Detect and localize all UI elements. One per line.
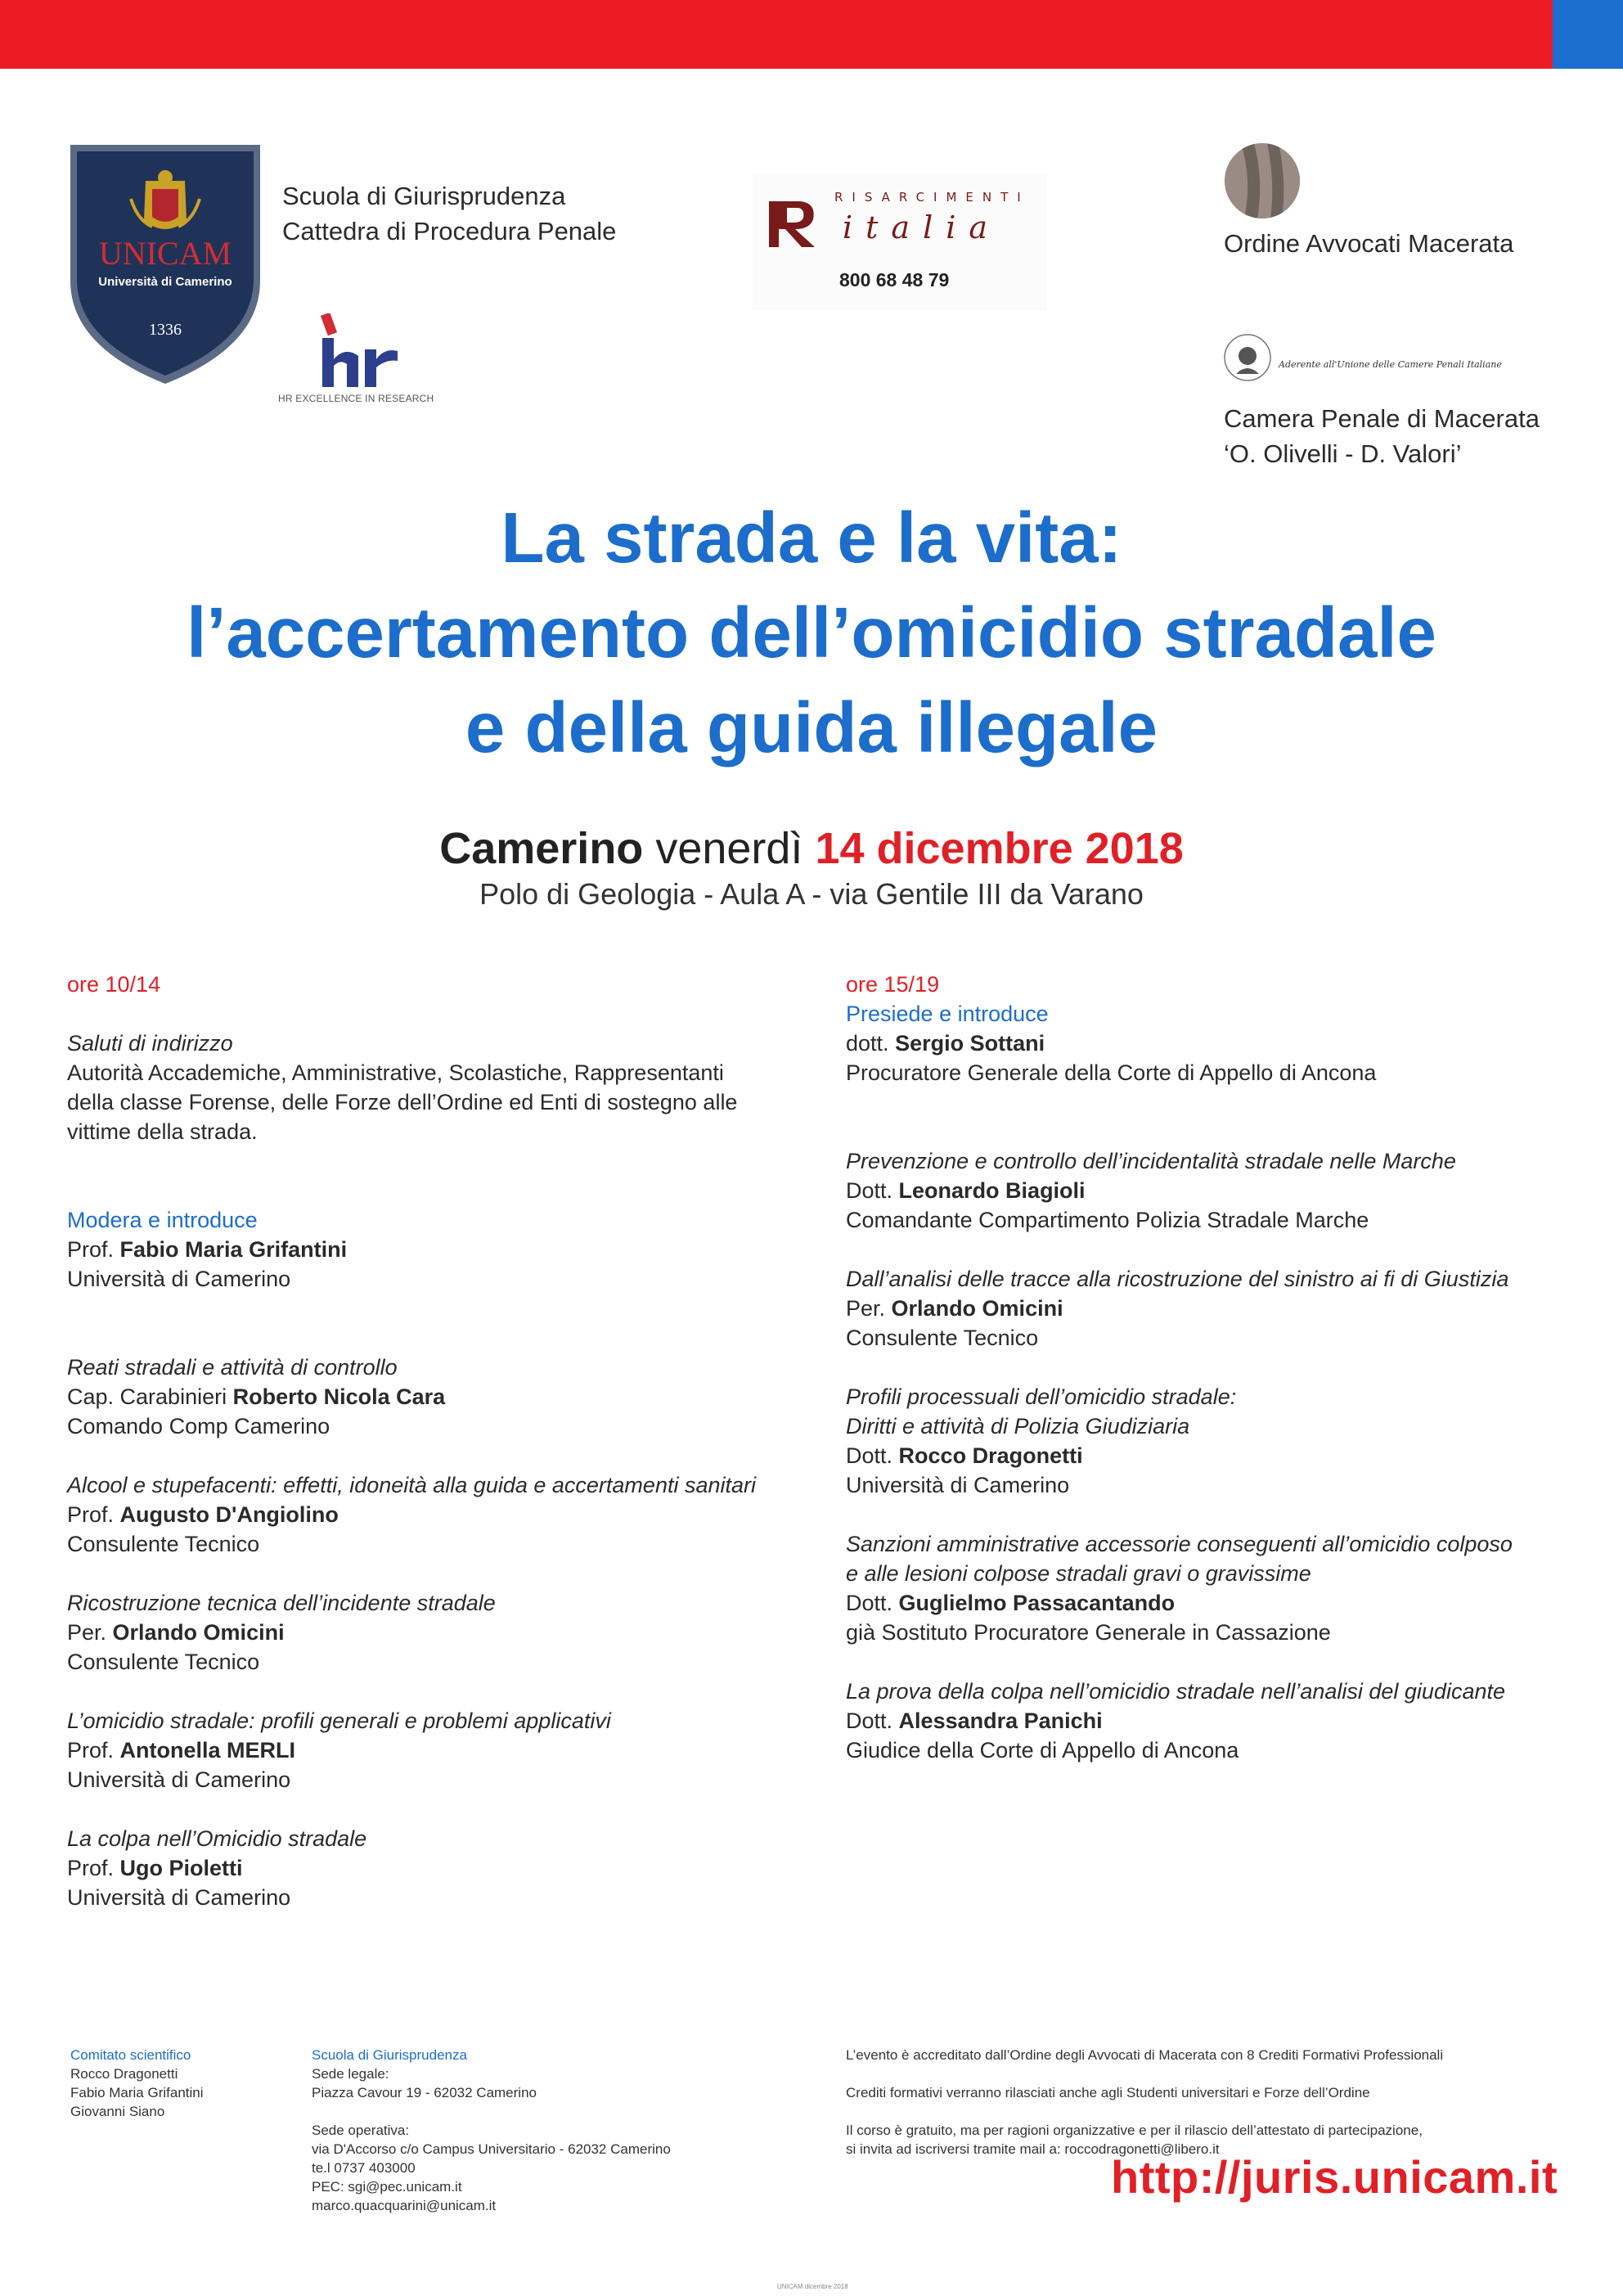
- risarcimenti-title: RISARCIMENTI: [834, 190, 1030, 205]
- talk-title: La colpa nell’Omicidio stradale: [67, 1826, 367, 1851]
- speaker-affiliation: Comandante Compartimento Polizia Stradale Marche: [846, 1208, 1369, 1232]
- committee-member: Giovanni Siano: [70, 2104, 165, 2119]
- speaker-title: dott.: [846, 1031, 889, 1056]
- registration-note: Il corso è gratuito, ma per ragioni organizzative e per il rilascio dell’attestato di partecipazione,: [846, 2123, 1423, 2138]
- event-title: [0, 491, 1623, 776]
- pec-email: PEC: sgi@pec.unicam.it: [312, 2179, 462, 2195]
- talk-title: La prova della colpa nell’omicidio stradale nell’analisi del giudicante: [846, 1679, 1505, 1704]
- speaker-title: Per.: [67, 1620, 107, 1645]
- event-city: Camerino: [439, 824, 644, 873]
- speaker-title: Dott.: [846, 1708, 893, 1733]
- unicam-year: 1336: [149, 321, 182, 339]
- talk-title: Dall’analisi delle tracce alla ricostruzione del sinistro ai fi di Giustizia: [846, 1267, 1509, 1291]
- school-name: Scuola di Giurisprudenza: [282, 182, 566, 210]
- chair-label: Presiede e introduce: [846, 1002, 1049, 1026]
- title-line-2: l’accertamento dell’omicidio stradale: [187, 593, 1436, 673]
- speaker-name: Roberto Nicola Cara: [232, 1384, 446, 1409]
- speaker-name: Fabio Maria Grifantini: [119, 1237, 348, 1262]
- event-date: 14 dicembre 2018: [815, 824, 1184, 873]
- speaker-line: [67, 1618, 803, 1647]
- speaker-name: Ugo Pioletti: [119, 1856, 243, 1880]
- speaker-name: Augusto D'Angiolino: [119, 1502, 339, 1527]
- talk-title: L’omicidio stradale: profili generali e problemi applicativi: [67, 1708, 611, 1733]
- legal-seat-label: Sede legale:: [312, 2066, 389, 2082]
- accreditation-notes: [846, 2046, 1582, 2159]
- speaker-affiliation: Università di Camerino: [67, 1885, 291, 1910]
- speaker-title: Dott.: [846, 1443, 893, 1468]
- speaker-name: Leonardo Biagioli: [898, 1178, 1086, 1203]
- speaker-line: [67, 1382, 803, 1411]
- event-venue: Polo di Geologia - Aula A - via Gentile III da Varano: [479, 877, 1144, 911]
- committee-member: Fabio Maria Grifantini: [70, 2085, 204, 2100]
- accreditation-note: L’evento è accreditato dall’Ordine degli Avvocati di Macerata con 8 Crediti Formativi Professionali: [846, 2047, 1444, 2063]
- speaker-title: Dott.: [846, 1178, 893, 1203]
- speaker-line: [67, 1853, 803, 1883]
- talk-title: Sanzioni amministrative accessorie conseguenti all’omicidio colposo: [846, 1532, 1513, 1556]
- speaker-name: Guglielmo Passacantando: [898, 1591, 1176, 1615]
- greetings-line: Autorità Accademiche, Amministrative, Scolastiche, Rappresentanti: [67, 1060, 724, 1085]
- unicam-shield-logo: [67, 142, 263, 387]
- talk-title: Profili processuali dell’omicidio stradale:: [846, 1384, 1237, 1409]
- morning-program: [67, 970, 803, 1912]
- speaker-line: [846, 1441, 1582, 1470]
- title-line-3: e della guida illegale: [465, 688, 1158, 768]
- credits-note: Crediti formativi verranno rilasciati anche agli Studenti universitari e Forze dell’Ordine: [846, 2085, 1370, 2100]
- speaker-affiliation: Procuratore Generale della Corte di Appello di Ancona: [846, 1060, 1377, 1085]
- moderator-label: Modera e introduce: [67, 1208, 258, 1232]
- talk-title: Diritti e attività di Polizia Giudiziaria: [846, 1414, 1190, 1438]
- speaker-title: Dott.: [846, 1591, 893, 1615]
- camera-penale-block: [1224, 401, 1540, 471]
- speaker-name: Orlando Omicini: [891, 1296, 1063, 1321]
- ordine-avvocati-label: Ordine Avvocati Macerata: [1224, 229, 1514, 258]
- website-link[interactable]: http://juris.unicam.it: [1111, 2151, 1558, 2203]
- speaker-title: Prof.: [67, 1237, 115, 1262]
- registration-note: si invita ad iscriversi tramite mail a: roccodragonetti@libero.it: [846, 2141, 1220, 2157]
- school-chair: Cattedra di Procedura Penale: [282, 217, 617, 245]
- afternoon-program: [846, 970, 1582, 1765]
- top-blue-bar: [1553, 0, 1623, 69]
- unicam-name: UNICAM: [98, 235, 232, 272]
- speaker-name: Sergio Sottani: [895, 1031, 1045, 1056]
- speaker-line: [846, 1294, 1582, 1323]
- speaker-affiliation: Consulente Tecnico: [67, 1650, 260, 1674]
- speaker-line: [67, 1500, 803, 1529]
- title-line-1: La strada e la vita:: [501, 498, 1122, 578]
- speaker-affiliation: Università di Camerino: [846, 1473, 1070, 1497]
- camera-penale-name: Camera Penale di Macerata: [1224, 404, 1540, 433]
- risarcimenti-phone: 800 68 48 79: [839, 269, 950, 290]
- school-contacts: [312, 2046, 737, 2215]
- camera-penale-badge-text: Aderente all'Unione delle Camere Penali Italiane: [1279, 359, 1502, 370]
- committee-member: Rocco Dragonetti: [70, 2066, 178, 2082]
- speaker-title: Cap. Carabinieri: [67, 1384, 227, 1409]
- camera-penale-dedication: ‘O. Olivelli - D. Valori’: [1224, 439, 1462, 468]
- speaker-name: Orlando Omicini: [112, 1620, 285, 1645]
- event-date-line: [0, 823, 1623, 874]
- unicam-subtitle: Università di Camerino: [98, 275, 232, 289]
- speaker-title: Prof.: [67, 1856, 115, 1880]
- legal-seat-address: Piazza Cavour 19 - 62032 Camerino: [312, 2085, 537, 2100]
- event-weekday: venerdì: [655, 824, 803, 873]
- talk-title: Reati stradali e attività di controllo: [67, 1355, 398, 1380]
- operative-seat-address: via D'Accorso c/o Campus Universitario - 62032 Camerino: [312, 2141, 671, 2157]
- greetings-line: della classe Forense, delle Forze dell’Ordine ed Enti di sostegno alle: [67, 1090, 738, 1114]
- speaker-line: [67, 1736, 803, 1765]
- speaker-line: [846, 1706, 1582, 1736]
- camera-penale-seal-icon: [1221, 331, 1274, 384]
- speaker-title: Prof.: [67, 1502, 115, 1527]
- print-line: UNICAM dicembre 2018: [777, 2283, 848, 2290]
- talk-title: Ricostruzione tecnica dell’incidente stradale: [67, 1591, 496, 1615]
- speaker-title: Per.: [846, 1296, 886, 1321]
- school-block: [282, 178, 616, 249]
- morning-session-time: ore 10/14: [67, 972, 161, 997]
- speaker-line: [846, 1029, 1582, 1058]
- speaker-affiliation: Consulente Tecnico: [67, 1532, 260, 1556]
- speaker-line: [67, 1235, 803, 1264]
- speaker-name: Alessandra Panichi: [898, 1708, 1103, 1733]
- operative-seat-label: Sede operativa:: [312, 2123, 410, 2138]
- talk-title: Alcool e stupefacenti: effetti, idoneità alla guida e accertamenti sanitari: [67, 1473, 756, 1497]
- risarcimenti-r-icon: [766, 196, 823, 254]
- afternoon-session-time: ore 15/19: [846, 972, 940, 997]
- speaker-affiliation: Università di Camerino: [67, 1767, 291, 1792]
- speaker-line: [846, 1176, 1582, 1205]
- ordine-avvocati-logo: [1225, 143, 1300, 218]
- talk-title: e alle lesioni colpose stradali gravi o gravissime: [846, 1561, 1311, 1586]
- speaker-name: Rocco Dragonetti: [898, 1443, 1083, 1468]
- speaker-affiliation: Consulente Tecnico: [846, 1326, 1039, 1350]
- risarcimenti-italia: italia: [843, 209, 1001, 245]
- phone: te.l 0737 403000: [312, 2160, 416, 2176]
- speaker-title: Prof.: [67, 1738, 115, 1763]
- contact-email: marco.quacquarini@unicam.it: [312, 2198, 497, 2213]
- speaker-line: [846, 1588, 1582, 1618]
- camera-penale-badge: [1221, 331, 1532, 389]
- speaker-affiliation: Comando Comp Camerino: [67, 1414, 330, 1438]
- committee-label: Comitato scientifico: [70, 2047, 191, 2063]
- talk-title: Prevenzione e controllo dell’incidentalità stradale nelle Marche: [846, 1149, 1456, 1173]
- school-label: Scuola di Giurisprudenza: [312, 2047, 467, 2063]
- speaker-affiliation: Giudice della Corte di Appello di Ancona: [846, 1738, 1239, 1763]
- scientific-committee: [70, 2046, 283, 2121]
- greetings-title: Saluti di indirizzo: [67, 1031, 233, 1056]
- speaker-affiliation: Università di Camerino: [67, 1267, 291, 1291]
- hr-caption: HR EXCELLENCE IN RESEARCH: [278, 393, 434, 404]
- top-red-bar: [0, 0, 1553, 69]
- greetings-line: vittime della strada.: [67, 1119, 258, 1144]
- speaker-affiliation: già Sostituto Procuratore Generale in Cassazione: [846, 1620, 1331, 1645]
- speaker-name: Antonella MERLI: [119, 1738, 296, 1763]
